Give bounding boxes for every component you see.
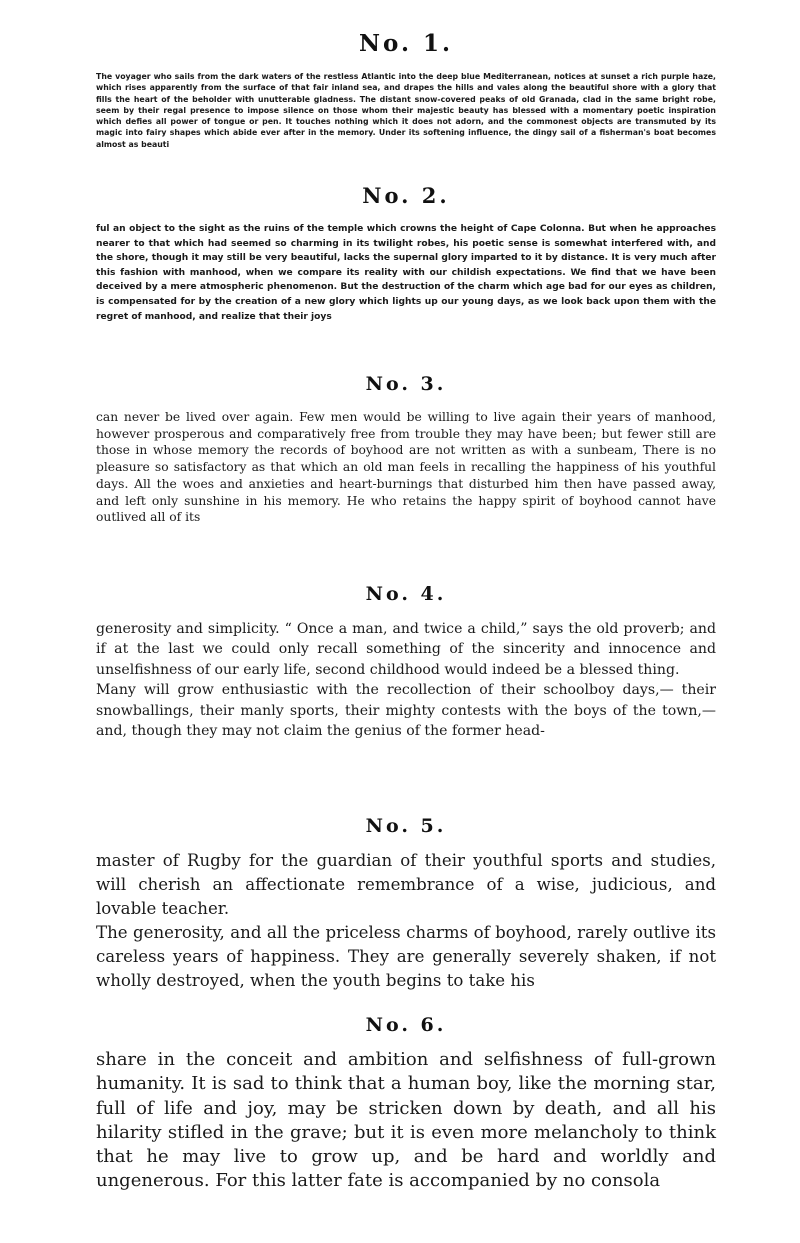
- section-number: No. 5.: [365, 815, 447, 837]
- section-number: No. 4.: [365, 583, 447, 605]
- specimen-section-3: [96, 373, 716, 526]
- section-paragraph: can never be lived over again. Few men would be willing to live again their years of manhood, however prosperous and comparatively free from trouble they may have been; but fewer still are those in whose memory the records of boyhood are not written as with a sunbeam, There is no pleasure so satisfactory as that which an old man feels in recalling the happiness of his youthful days. All the woes and anxieties and heart-burnings that disturbed him then have passed away, and left only sunshine in his memory. He who retains the happy spirit of boyhood cannot have outlived all of its: [96, 410, 716, 525]
- section-paragraph: The voyager who sails from the dark waters of the restless Atlantic into the deep blue Mediterranean, notices at sunset a rich purple haze, which rises apparently from the surface of that fair inland sea, and drapes the hills and vales along the beautiful shore with a glory that fills the heart of the beholder with unutterable gladness. The distant snow-covered peaks of old Granada, clad in the same bright robe, seem by their regal presence to impose silence on those whom their majestic beauty has blessed with a momentary poetic inspiration which defies all power of tongue or pen. It touches nothing which it does not adorn, and the commonest objects are transmuted by its magic into fairy shapes which abide ever after in the memory. Under its softening influence, the dingy sail of a fisherman's boat becomes almost as beauti: [96, 72, 716, 149]
- section-number: No. 2.: [362, 183, 450, 208]
- section-paragraph: The generosity, and all the priceless charms of boyhood, rarely outlive its careless years of happiness. They are generally severely shaken, if not wholly destroyed, when the youth begins to take his: [96, 923, 716, 991]
- specimen-section-1: [96, 30, 716, 150]
- specimen-section-4: [96, 583, 716, 741]
- section-paragraph: share in the conceit and ambition and selfishness of full-grown humanity. It is sad to think that a human boy, like the morning star, full of life and joy, may be stricken down by death, and all his hilarity stifled in the grave; but it is even more melancholy to think that he may live to grow up, and be hard and worldly and ungenerous. For this latter fate is accompanied by no consola: [96, 1049, 716, 1192]
- specimen-section-5: [96, 815, 716, 994]
- section-paragraph: Many will grow enthusiastic with the recollection of their schoolboy days,— their snowballings, their manly sports, their mighty contests with the boys of the town,—and, though they may not claim the genius of the former head-: [96, 682, 716, 740]
- section-number: No. 6.: [365, 1014, 447, 1036]
- section-paragraph: generosity and simplicity. “ Once a man, and twice a child,” says the old proverb; and if at the last we could only recall something of the sincerity and innocence and unselfishness of our early life, second childhood would indeed be a blessed thing.: [96, 621, 716, 678]
- specimen-section-2: [96, 183, 716, 324]
- section-paragraph: ful an object to the sight as the ruins of the temple which crowns the height of Cape Colonna. But when he approaches nearer to that which had seemed so charming in its twilight robes, his poetic sense is somewhat interfered with, and the shore, though it may still be very beautiful, lacks the supernal glory imparted to it by distance. It is very much after this fashion with manhood, when we compare its reality with our childish expectations. We find that we have been deceived by a mere atmospheric phenomenon. But the destruction of the charm which age bad for our eyes as children, is compensated for by the creation of a new glory which lights up our young days, as we look back upon them with the regret of manhood, and realize that their joys: [96, 224, 716, 322]
- specimen-section-6: [96, 1014, 716, 1194]
- section-number: No. 1.: [359, 30, 453, 57]
- section-number: No. 3.: [365, 373, 447, 395]
- section-paragraph: master of Rugby for the guardian of their youthful sports and studies, will cherish an affectionate remembrance of a wise, judicious, and lovable teacher.: [96, 851, 716, 919]
